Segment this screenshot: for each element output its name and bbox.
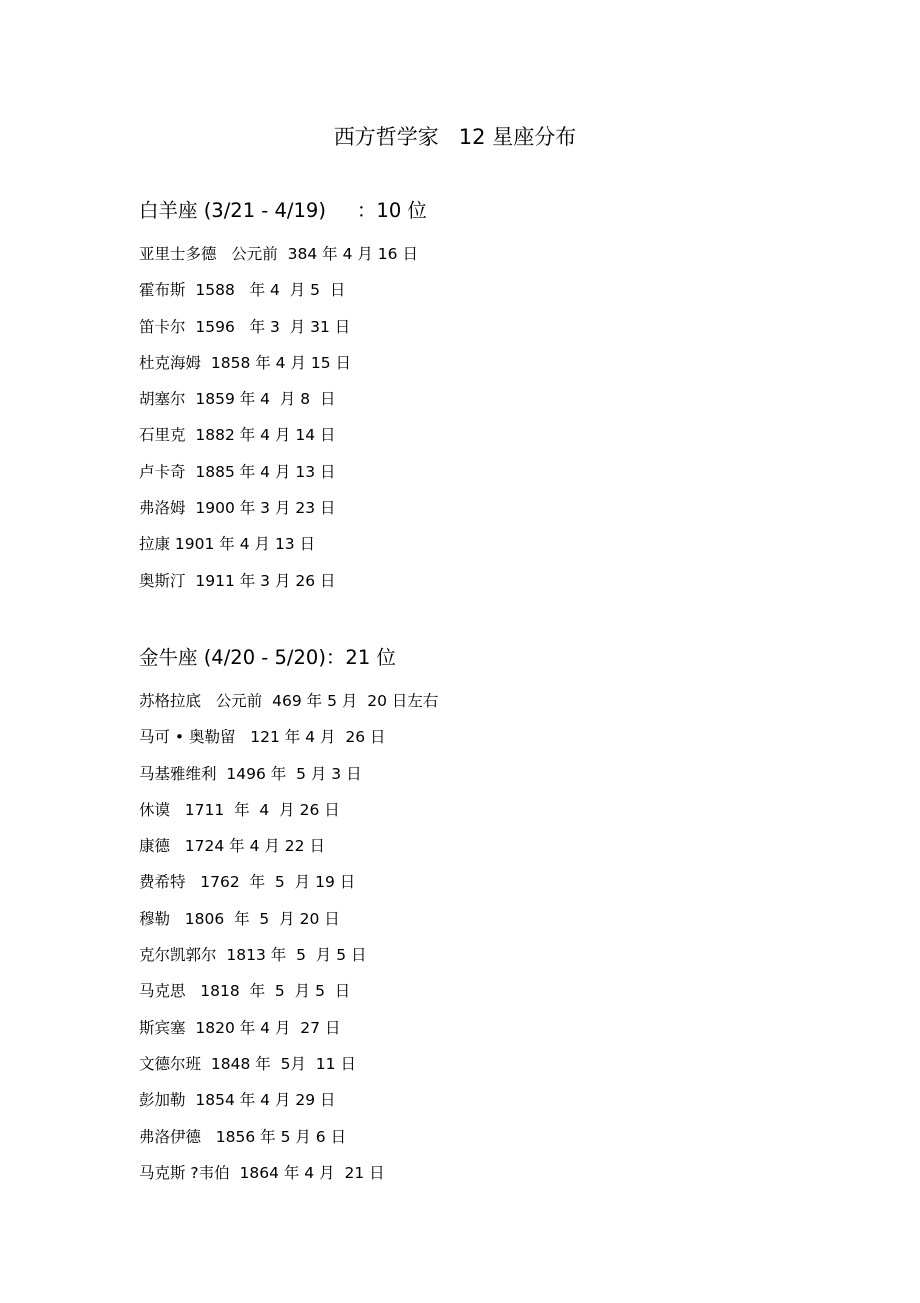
list-item: 卢卡奇 1885 年 4 月 13 日: [139, 462, 336, 481]
entry-list: [139, 683, 839, 1191]
entry-list: [139, 236, 839, 599]
list-item: 马克思 1818 年 5 月 5 日: [139, 982, 351, 1001]
page-title: 西方哲学家 12 星座分布: [333, 125, 577, 149]
section-heading: 金牛座 (4/20 - 5/20)：21 位: [139, 646, 396, 669]
list-item: 克尔凯郭尔 1813 年 5 月 5 日: [139, 946, 367, 965]
list-item: 穆勒 1806 年 5 月 20 日: [139, 909, 340, 928]
list-item: 胡塞尔 1859 年 4 月 8 日: [139, 390, 336, 409]
section-aries: [139, 196, 839, 599]
section-heading: 白羊座 (3/21 - 4/19) ：10 位: [139, 199, 427, 222]
list-item: 霍布斯 1588 年 4 月 5 日: [139, 281, 346, 300]
list-item: 石里克 1882 年 4 月 14 日: [139, 426, 336, 445]
list-item: 苏格拉底 公元前 469 年 5 月 20 日左右: [139, 692, 439, 710]
section-taurus: [139, 643, 839, 1191]
list-item: 奥斯汀 1911 年 3 月 26 日: [139, 571, 336, 590]
list-item: 亚里士多德 公元前 384 年 4 月 16 日: [139, 245, 418, 263]
list-item: 休谟 1711 年 4 月 26 日: [139, 800, 340, 819]
list-item: 康德 1724 年 4 月 22 日: [139, 837, 325, 856]
list-item: 拉康 1901 年 4 月 13 日: [139, 535, 316, 554]
list-item: 马基雅维利 1496 年 5 月 3 日: [139, 764, 362, 783]
list-item: 彭加勒 1854 年 4 月 29 日: [139, 1091, 336, 1110]
list-item: 笛卡尔 1596 年 3 月 31 日: [139, 317, 351, 336]
list-item: 弗洛伊德 1856 年 5 月 6 日: [139, 1127, 347, 1146]
list-item: 斯宾塞 1820 年 4 月 27 日: [139, 1018, 341, 1037]
list-item: 杜克海姆 1858 年 4 月 15 日: [139, 353, 352, 372]
list-item: 弗洛姆 1900 年 3 月 23 日: [139, 499, 336, 518]
list-item: 文德尔班 1848 年 5月 11 日: [139, 1054, 356, 1073]
list-item: 马可 • 奥勒留 121 年 4 月 26 日: [139, 728, 386, 747]
list-item: 费希特 1762 年 5 月 19 日: [139, 873, 356, 892]
list-item: 马克斯 ?韦伯 1864 年 4 月 21 日: [139, 1163, 385, 1182]
